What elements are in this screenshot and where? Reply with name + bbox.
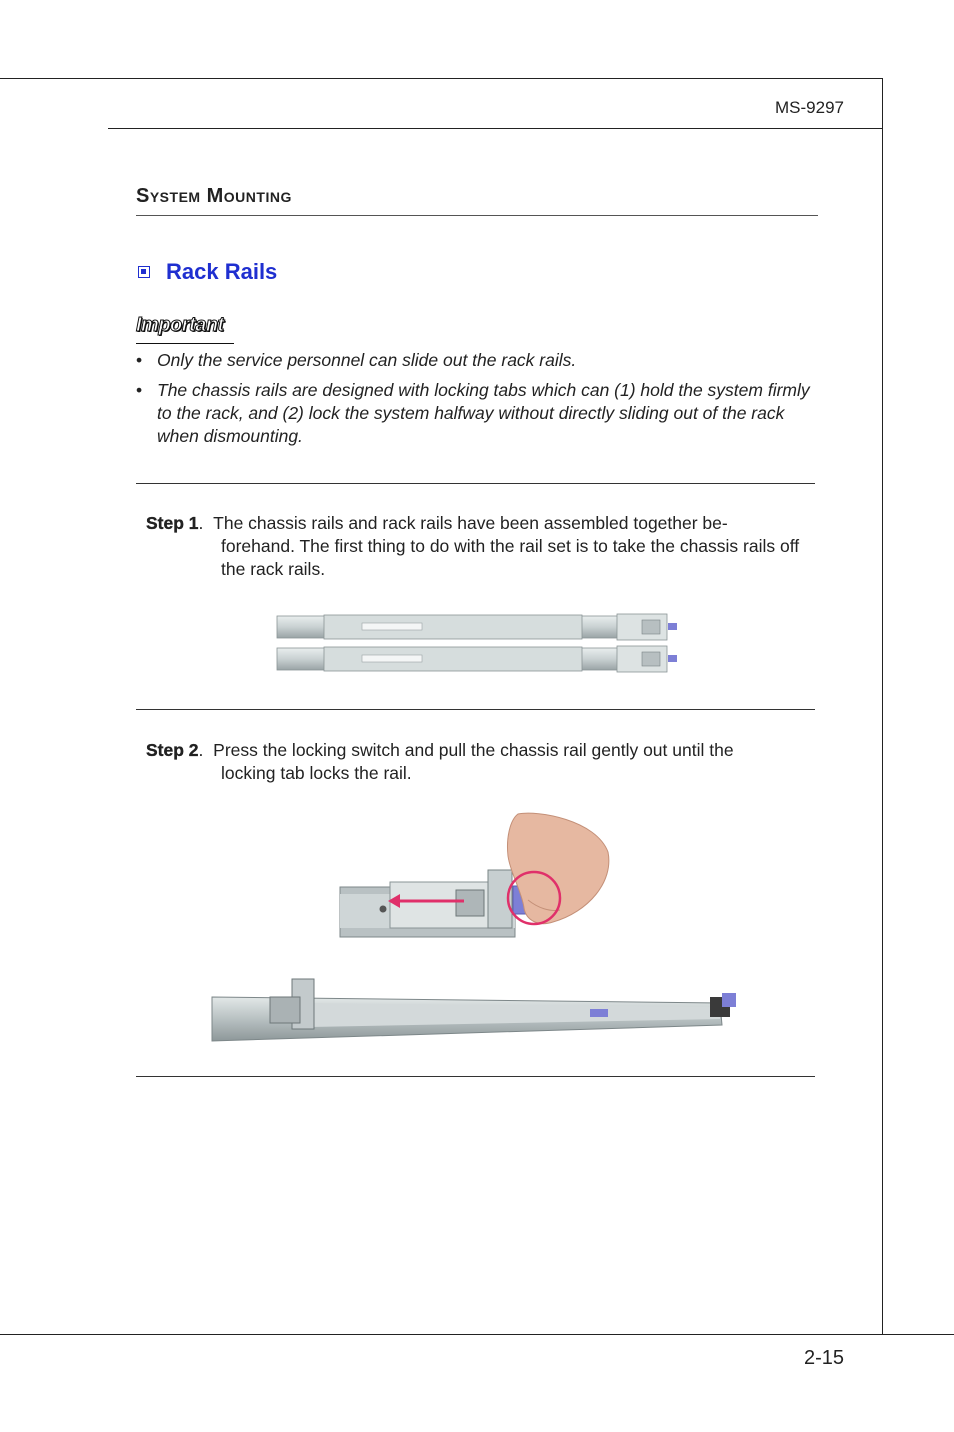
square-bullet-icon [138, 266, 150, 278]
step-1 [146, 512, 806, 581]
extended-rail-image [210, 975, 750, 1043]
step-divider [136, 1076, 815, 1077]
subsection-heading [138, 259, 277, 285]
important-label: Important [136, 314, 224, 336]
step-label: Step 2 [146, 740, 199, 760]
bullet: • [136, 380, 143, 400]
page-number: 2-15 [803, 1347, 844, 1369]
model-number: MS-9297 [775, 98, 844, 117]
step-sep: . [198, 513, 204, 533]
important-underline [136, 343, 234, 344]
step-label: Step 1 [146, 513, 199, 533]
header-rule [108, 128, 883, 129]
step-text-first: Press the locking switch and pull the chassis rail gently out until the [213, 740, 734, 760]
step-divider [136, 483, 815, 484]
locking-switch-image [338, 812, 613, 938]
rail-pair-top [277, 614, 677, 640]
important-list [136, 349, 826, 455]
section-title: System Mounting [136, 185, 292, 207]
step-2 [146, 739, 806, 785]
list-item-text: Only the service personnel can slide out the rack rails. [157, 350, 577, 370]
rail-pair-bottom [277, 646, 677, 672]
step-text-rest: forehand. The first thing to do with the rail set is to take the chassis rails off the rack rails. [221, 536, 800, 579]
list-item [136, 379, 826, 448]
section-rule [136, 215, 818, 216]
step-sep: . [198, 740, 204, 760]
subsection-title: Rack Rails [166, 259, 278, 284]
step-divider [136, 709, 815, 710]
bullet: • [136, 350, 143, 370]
bottom-rule [0, 1334, 954, 1335]
right-rule [882, 78, 883, 1335]
step-text-rest: locking tab locks the rail. [221, 763, 412, 783]
list-item-text: The chassis rails are designed with locking tabs which can (1) hold the system firmly to the rack, and (2) lock the system halfway without directly sliding out of the rack when dismounting. [157, 380, 810, 446]
top-rule [0, 78, 883, 79]
rail-set-image [272, 610, 684, 674]
list-item [136, 349, 826, 372]
step-text-first: The chassis rails and rack rails have been assembled together be- [213, 513, 728, 533]
